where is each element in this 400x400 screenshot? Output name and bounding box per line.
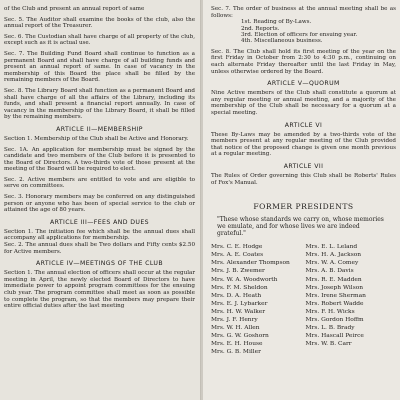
president-name: Mrs. Hascall Peirce: [305, 333, 364, 340]
paragraph: The Rules of Order governing this Club shall be Roberts' Rules of Fox's Manual.: [211, 172, 396, 186]
president-name: Mrs. Alexander Thompson: [211, 260, 290, 267]
president-name: Mrs. Joseph Wilson: [305, 284, 364, 291]
paragraph: of the Club and present an annual report of same: [4, 6, 145, 12]
president-name: Mrs. J. B. Zwemer: [211, 268, 265, 275]
president-name: Mrs. F. H. Wicks: [305, 308, 355, 315]
article-heading: ARTICLE II—MEMBERSHIP: [56, 125, 143, 133]
president-name: Mrs. A. B. Davis: [305, 268, 354, 275]
former-presidents-list: [211, 243, 396, 356]
right-page: [203, 0, 400, 400]
president-name: Mrs. D. A. Heath: [211, 292, 262, 299]
paragraph: These By-Laws may be amended by a two-thirds vote of the members present at any regular meeting of the Club provided that notice of the proposed change is given one month previous at a regular meeting.: [211, 131, 396, 158]
paragraph: Sec. 8. The Library Board shall function as a permanent Board and shall have charge of all the affairs of the Library, including its funds, and shall present a financial report annually. In case of vacancy in the membership of the Library Board, it shall be filled by the remaining members.: [4, 87, 195, 121]
article-heading: ARTICLE VI: [284, 121, 323, 129]
list-item: 4th. Miscellaneous business.: [241, 38, 323, 45]
presidents-right-column: [306, 243, 397, 356]
article-heading: ARTICLE III—FEES AND DUES: [50, 218, 149, 226]
paragraph: Section 1. The initiation fee which shall be the annual dues shall accompany all applications for membership.: [4, 228, 195, 242]
president-name: Mrs. C. E. Hodge: [211, 244, 263, 251]
paragraph: Nine Active members of the Club shall constitute a quorum at any regular meeting or annual meeting, and a majority of the membership of the Club shall be necessary for a quorum at a special meeting.: [211, 90, 396, 116]
list-item: 2nd. Reports.: [241, 25, 280, 32]
president-name: Mrs. Robert Wadde: [305, 300, 364, 307]
paragraph: Sec. 3. Honorary members may be conferred on any distinguished person or anyone who has been of special service to the club or attained the age of 80 years.: [4, 194, 195, 214]
president-name: Mrs. Gordon Hoffm: [305, 316, 364, 323]
article-heading: ARTICLE V—QUORUM: [267, 80, 340, 88]
president-name: Mrs. G. B. Miller: [211, 349, 261, 356]
president-name: Mrs. E. J. Lybarker: [211, 300, 268, 307]
president-name: Mrs. W. H. Allen: [211, 325, 260, 332]
list-item: 3rd. Election of officers for ensuing year.: [241, 32, 358, 38]
paragraph: Sec. 8. The Club shall hold its first meeting of the year on the first Friday in October from 2:30 to 4:30 p.m., continuing on each alternate Friday thereafter until the last Friday in May, unless otherwise ordered by the Board.: [211, 48, 396, 75]
paragraph: Sec. 2. The annual dues shall be Two dollars and Fifty cents $2.50 for Active members.: [4, 242, 195, 255]
paragraph: Sec. 2. Active members are entitled to vote and are eligible to serve on committees.: [4, 176, 195, 190]
paragraph: Sec. 7. The order of business at the annual meeting shall be as follows:: [211, 6, 396, 19]
list-item: 1st. Reading of By-Laws.: [241, 19, 312, 26]
president-name: Mrs. A. E. Coates: [211, 252, 264, 259]
paragraph: Section 1. The annual election of officers shall occur at the regular meeting in April, the newly elected Board of Directors to have immediate power to appoint program committees for the ensuing club year. The program committee shall meet as soon as possible to complete the program, so that the members may prepare their entire official duties after the last meeting: [4, 270, 195, 310]
president-name: Mrs. H. W. Walker: [211, 308, 266, 315]
paragraph: Sec. 7. The Building Fund Board shall continue to function as a permanent Board and shall have charge of all building funds and present an annual report of same. In case of vacancy in the membership of this Board the place shall be filled by the remaining members of the Board.: [4, 50, 195, 84]
president-name: Mrs. W. A. Comey: [305, 260, 359, 267]
president-name: Mrs. G. W. Goshorn: [211, 333, 269, 340]
president-name: Mrs. R. E. Madden: [305, 276, 362, 283]
article-heading: ARTICLE VII: [283, 162, 324, 170]
president-name: Mrs. L. B. Brady: [305, 325, 355, 332]
president-name: Mrs. W. A. Woodworth: [211, 276, 278, 283]
president-name: Mrs. Irene Sherman: [305, 292, 366, 299]
president-name: Mrs. J. F. Henry: [211, 316, 258, 323]
memorial-quote: "These whose standards we carry on, whose memories we emulate, and for whose lives we are indeed grateful.": [217, 216, 384, 238]
presidents-left-column: [211, 243, 302, 356]
paragraph: Section 1. Membership of the Club shall be Active and Honorary.: [4, 135, 189, 142]
president-name: Mrs. W. B. Carr: [305, 341, 352, 348]
paragraph: Sec. 5. The Auditor shall examine the books of the club, also the annual report of the Treasurer.: [4, 16, 195, 30]
article-heading: ARTICLE IV—MEETINGS OF THE CLUB: [36, 260, 163, 268]
paragraph: Sec. 1A. An application for membership must be signed by the candidate and two members of the Club before it is presented to the Board of Directors. A two-thirds vote of those present at the meeting of the Board will be required to elect.: [4, 146, 195, 173]
president-name: Mrs. E. L. Leland: [305, 244, 358, 251]
paragraph: Sec. 6. The Custodian shall have charge of all property of the club, except such as it is actual use.: [4, 33, 195, 47]
president-name: Mrs. H. A. Jackson: [305, 252, 362, 259]
order-of-business-list: [241, 19, 396, 45]
president-name: Mrs. E. H. House: [211, 341, 263, 348]
former-presidents-title: FORMER PRESIDENTS: [253, 202, 354, 212]
president-name: Mrs. F. M. Sheldon: [211, 284, 268, 291]
